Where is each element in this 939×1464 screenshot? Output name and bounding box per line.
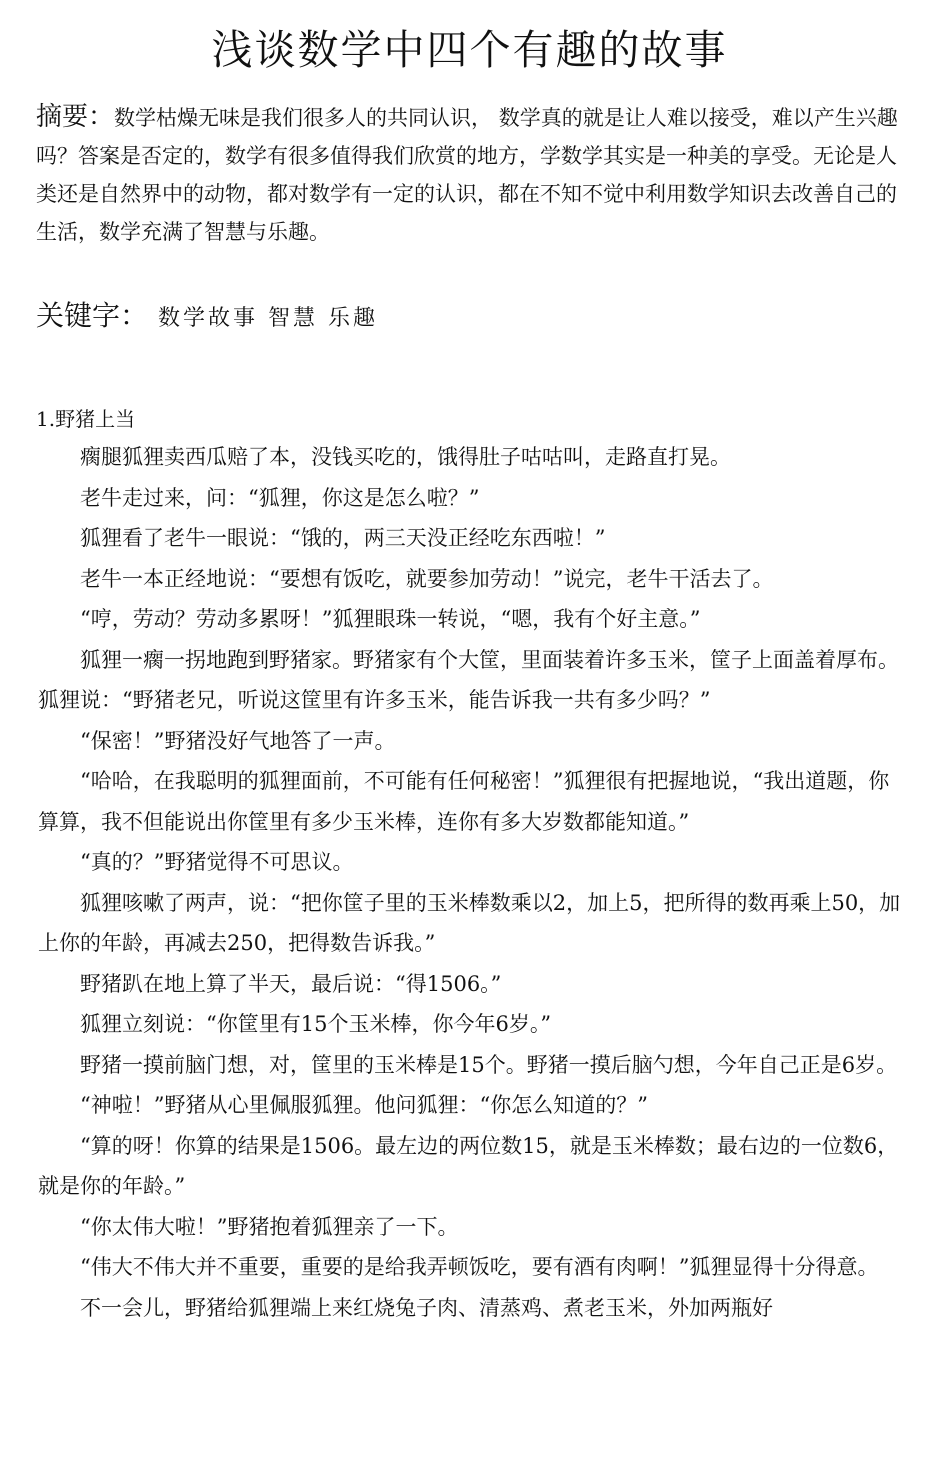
story-paragraph: 狐狸一瘸一拐地跑到野猪家。野猪家有个大筐，里面装着许多玉米，筐子上面盖着厚布。狐狸说：“野猪老兄，听说这筐里有许多玉米，能告诉我一共有多少吗？” — [38, 647, 899, 712]
story-paragraph: 狐狸看了老牛一眼说：“饿的，两三天没正经吃东西啦！” — [80, 526, 606, 550]
story-paragraph: 野猪趴在地上算了半天，最后说：“得1506。” — [80, 971, 502, 996]
story-paragraph: “神啦！”野猪从心里佩服狐狸。他问狐狸：“你怎么知道的？” — [80, 1093, 648, 1117]
story-paragraph: “伟大不伟大并不重要，重要的是给我弄顿饭吃，要有酒有肉啊！”狐狸显得十分得意。 — [80, 1255, 879, 1279]
story-paragraph: 狐狸立刻说：“你筐里有15个玉米棒，你今年6岁。” — [80, 1012, 552, 1036]
story-paragraph: “保密！”野猪没好气地答了一声。 — [80, 728, 396, 753]
story-paragraph: “你太伟大啦！”野猪抱着狐狸亲了一下。 — [80, 1214, 459, 1239]
story-paragraph: 野猪一摸前脑门想，对，筐里的玉米棒是15个。野猪一摸后脑勺想，今年自己正是6岁。 — [80, 1052, 898, 1077]
keyword-item: 乐趣 — [328, 306, 379, 331]
abstract-text: 数学枯燥无味是我们很多人的共同认识， 数学真的就是让人难以接受，难以产生兴趣吗？答案是否定的，数学有很多值得我们欣赏的地方，学数学其实是一种美的享受。无论是人类还是自然界中的动物，都对数学有一定的认识，都在不知不觉中利用数学知识去改善自己的生活，数学充满了智慧与乐趣。 — [36, 106, 898, 244]
story-paragraph: “哈哈，在我聪明的狐狸面前，不可能有任何秘密！”狐狸很有把握地说，“我出道题，你算算，我不但能说出你筐里有多少玉米棒，连你有多大岁数都能知道。” — [38, 769, 890, 834]
section-heading: 1.野猪上当 — [36, 407, 136, 431]
story-paragraph: “哼，劳动？劳动多累呀！”狐狸眼珠一转说，“嗯，我有个好主意。” — [80, 607, 701, 631]
story-paragraph: 瘸腿狐狸卖西瓜赔了本，没钱买吃的，饿得肚子咕咕叫，走路直打晃。 — [80, 445, 731, 469]
story-paragraph: “真的？”野猪觉得不可思议。 — [80, 850, 354, 874]
story-paragraph: 不一会儿，野猪给狐狸端上来红烧兔子肉、清蒸鸡、煮老玉米，外加两瓶好 — [80, 1295, 773, 1320]
story-paragraph: 老牛一本正经地说：“要想有饭吃，就要参加劳动！”说完，老牛干活去了。 — [80, 566, 774, 591]
story-paragraph: “算的呀！你算的结果是1506。最左边的两位数15，就是玉米棒数；最右边的一位数6，就是你的年龄。” — [38, 1133, 899, 1198]
abstract-label: 摘要： — [36, 102, 115, 132]
keyword-item: 智慧 — [268, 306, 319, 331]
abstract-paragraph — [36, 98, 916, 251]
story-paragraph: 老牛走过来，问：“狐狸，你这是怎么啦？” — [80, 485, 480, 510]
story-body — [38, 437, 910, 1328]
story-paragraph: 狐狸咳嗽了两声，说：“把你筐子里的玉米棒数乘以2，加上5，把所得的数再乘上50，加上你的年龄，再减去250，把得数告诉我。” — [38, 890, 901, 955]
keyword-item: 数学故事 — [158, 306, 259, 331]
keywords-line — [36, 294, 916, 341]
document-title: 浅谈数学中四个有趣的故事 — [211, 26, 728, 74]
keywords-label: 关键字： — [36, 299, 149, 332]
